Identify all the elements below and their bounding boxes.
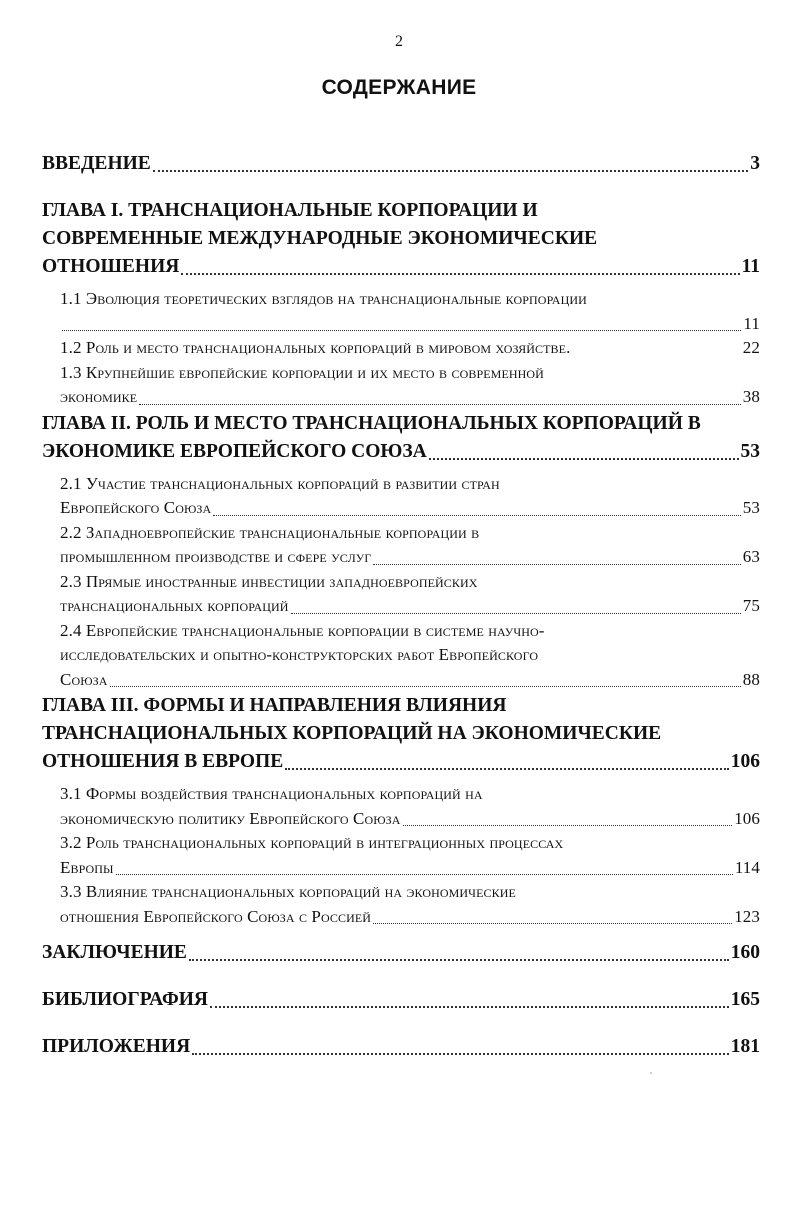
toc-entry-section-2-1[interactable] <box>42 472 760 521</box>
toc-entry-section-3-2[interactable] <box>42 831 760 880</box>
toc-entry-text: 3.1 Формы воздействия транснациональных корпораций на <box>60 784 483 803</box>
toc-page-number: 160 <box>730 942 760 963</box>
dot-leader <box>139 404 741 405</box>
toc-page-number: 165 <box>730 989 760 1010</box>
page-number: 2 <box>395 33 403 50</box>
toc-entry-text: ГЛАВА II. РОЛЬ И МЕСТО ТРАНСНАЦИОНАЛЬНЫХ КОРПОРАЦИЙ В <box>42 412 701 434</box>
dot-leader <box>192 1053 729 1055</box>
toc-entry-text: исследовательских и опытно-конструкторских работ Европейского <box>60 645 539 664</box>
dot-leader <box>403 825 733 826</box>
toc-entry-section-2-3[interactable] <box>42 570 760 619</box>
toc-entry-text: 2.1 Участие транснациональных корпораций в развитии стран <box>60 473 500 493</box>
toc-entry-bibliography[interactable] <box>42 986 760 1014</box>
toc-entry-section-3-1[interactable] <box>42 782 760 831</box>
toc-entry-section-2-4[interactable] <box>42 619 760 693</box>
toc-page-number: 11 <box>743 313 760 333</box>
toc-page-number: 11 <box>741 256 760 277</box>
toc-entry-text: 2.4 Европейские транснациональные корпорации в системе научно- <box>60 620 545 640</box>
toc-entry-text: 1.1 Эволюция теоретических взглядов на транснациональные корпорации <box>60 289 587 308</box>
toc-entry-text: 2.3 Прямые иностранные инвестиции западноевропейских <box>60 571 478 591</box>
toc-entry-chapter-1[interactable] <box>42 197 760 281</box>
dot-leader <box>373 923 732 924</box>
toc-entry-text: 2.2 Западноевропейские транснациональные корпорации в <box>60 522 480 542</box>
toc-entry-text: промышленном производстве и сфере услуг <box>60 547 372 566</box>
toc-entry-text: ЗАКЛЮЧЕНИЕ <box>42 942 187 963</box>
toc-entry-text: ПРИЛОЖЕНИЯ <box>42 1036 191 1057</box>
toc-entry-text: 3.3 Влияние транснациональных корпораций на экономические <box>60 882 516 901</box>
dot-leader <box>116 874 733 875</box>
dot-leader <box>110 686 741 687</box>
toc-page-number: 75 <box>742 596 760 615</box>
page-title: СОДЕРЖАНИЕ <box>321 76 477 99</box>
toc-page-number: 22 <box>742 338 760 357</box>
table-of-contents <box>42 150 760 1080</box>
toc-entry-text: 3.2 Роль транснациональных корпораций в интеграционных процессах <box>60 833 564 852</box>
toc-page-number: 53 <box>742 498 760 517</box>
toc-entry-text: транснациональных корпораций <box>60 596 289 615</box>
toc-entry-introduction[interactable] <box>42 150 760 178</box>
toc-entry-chapter-3[interactable] <box>42 692 760 776</box>
toc-entry-chapter-2[interactable] <box>42 410 760 466</box>
dot-leader <box>291 613 741 614</box>
dot-leader <box>373 564 740 565</box>
toc-page-number: 106 <box>734 808 760 828</box>
toc-page-number: 88 <box>742 669 760 689</box>
toc-entry-text: Европейского Союза <box>60 498 212 517</box>
toc-entry-section-1-3[interactable] <box>42 361 760 410</box>
dot-leader <box>429 458 739 460</box>
toc-entry-section-3-3[interactable] <box>42 880 760 929</box>
toc-entry-text: ГЛАВА I. ТРАНСНАЦИОНАЛЬНЫЕ КОРПОРАЦИИ И <box>42 200 538 221</box>
toc-entry-section-1-1[interactable] <box>42 287 760 336</box>
toc-entry-section-2-2[interactable] <box>42 521 760 570</box>
dot-leader <box>213 515 741 516</box>
toc-entry-text: ВВЕДЕНИЕ <box>42 153 151 174</box>
toc-entry-text: ОТНОШЕНИЯ <box>42 256 180 277</box>
dot-leader <box>181 273 739 275</box>
toc-entry-text: ТРАНСНАЦИОНАЛЬНЫХ КОРПОРАЦИЙ НА ЭКОНОМИЧЕСКИЕ <box>42 723 662 744</box>
toc-entry-text: Европы <box>60 857 114 877</box>
toc-page-number: 106 <box>730 751 760 772</box>
toc-entry-text: БИБЛИОГРАФИЯ <box>42 989 209 1010</box>
toc-entry-text: 1.2 Роль и место транснациональных корпораций в мировом хозяйстве. <box>60 338 571 357</box>
dot-leader <box>210 1006 729 1008</box>
toc-entry-conclusion[interactable] <box>42 939 760 967</box>
toc-page-number: 114 <box>734 857 760 877</box>
toc-entry-text: ЭКОНОМИКЕ ЕВРОПЕЙСКОГО СОЮЗА <box>42 440 427 462</box>
toc-entry-text: ОТНОШЕНИЯ В ЕВРОПЕ <box>42 751 284 772</box>
toc-entry-text: экономическую политику Европейского Союза <box>60 808 401 828</box>
dot-leader <box>153 170 748 172</box>
toc-page-number: 53 <box>740 440 760 462</box>
toc-page-number: 3 <box>750 153 760 174</box>
toc-page-number: 123 <box>734 906 760 926</box>
toc-page-number: 63 <box>742 547 760 566</box>
dot-leader <box>62 330 741 331</box>
toc-entry-text: ГЛАВА III. ФОРМЫ И НАПРАВЛЕНИЯ ВЛИЯНИЯ <box>42 695 507 716</box>
toc-entry-section-1-2[interactable] <box>42 336 760 361</box>
toc-entry-text: СОВРЕМЕННЫЕ МЕЖДУНАРОДНЫЕ ЭКОНОМИЧЕСКИЕ <box>42 228 598 249</box>
toc-entry-text: Союза <box>60 669 108 689</box>
toc-entry-text: 1.3 Крупнейшие европейские корпорации и их место в современной <box>60 362 544 382</box>
toc-page-number: 38 <box>742 387 760 406</box>
toc-entry-appendix[interactable] <box>42 1033 760 1061</box>
dot-leader <box>285 768 728 770</box>
dot-leader <box>189 959 729 961</box>
toc-entry-text: экономике <box>60 387 138 406</box>
toc-entry-text: отношения Европейского Союза с Россией <box>60 906 372 926</box>
scan-speck <box>650 1072 652 1074</box>
toc-page-number: 181 <box>730 1036 760 1057</box>
